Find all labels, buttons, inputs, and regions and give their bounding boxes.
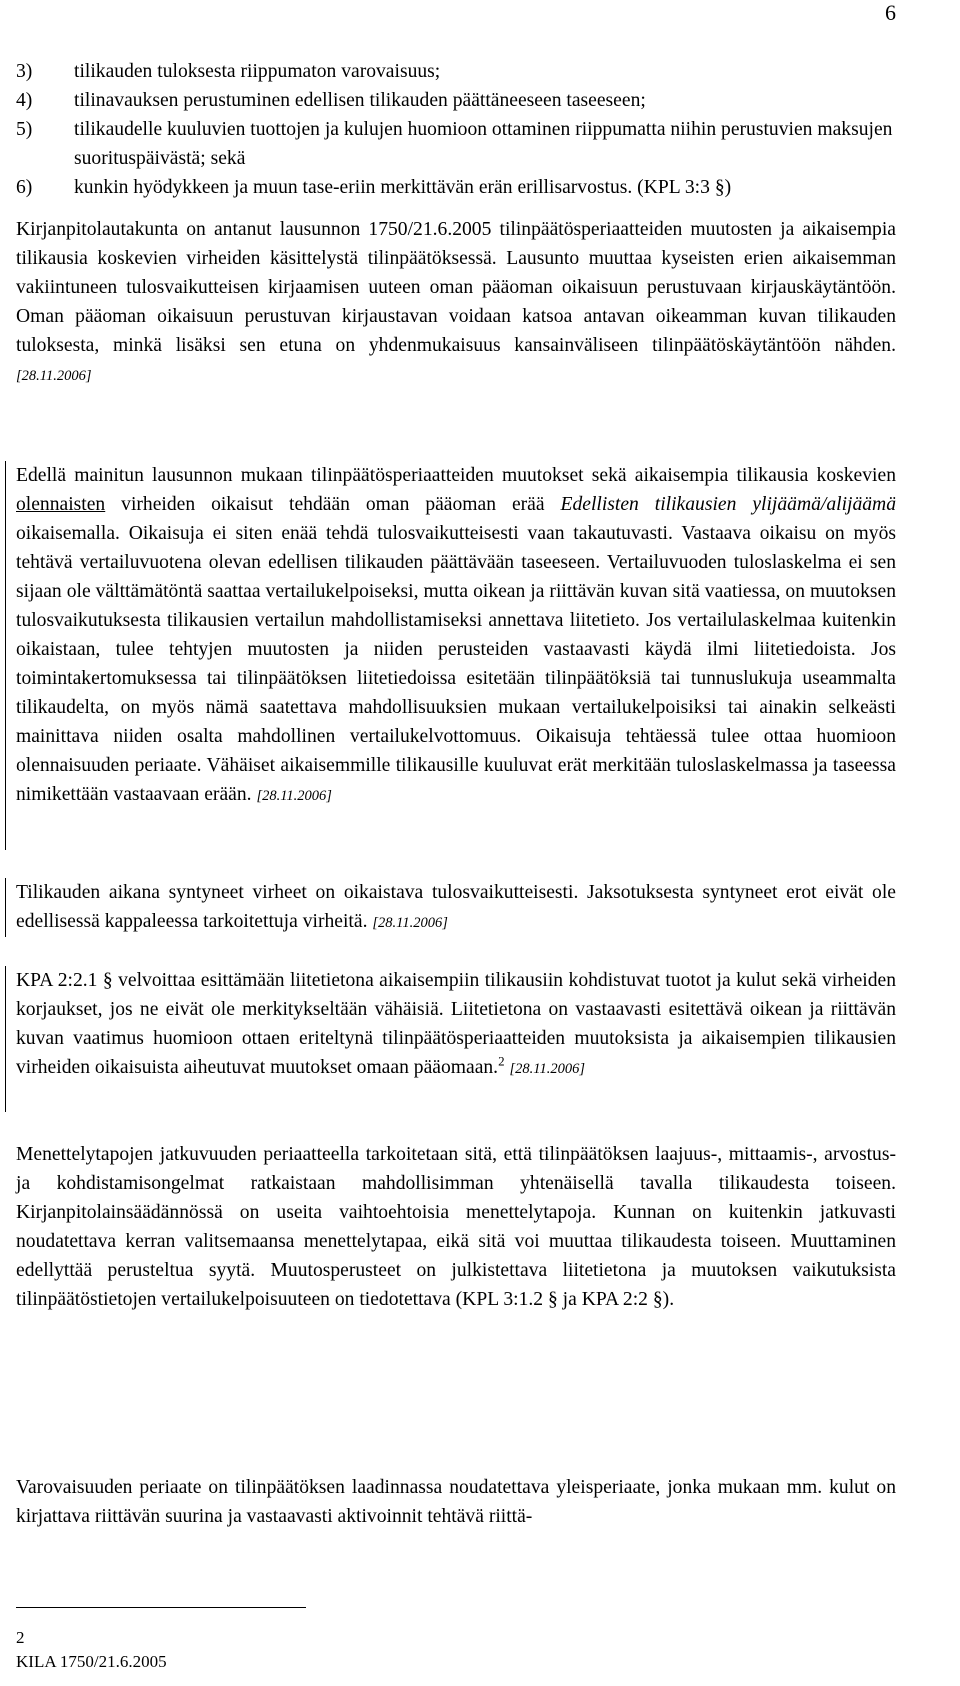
- change-bar: [5, 461, 6, 850]
- footnote-text: KILA 1750/21.6.2005: [16, 1652, 167, 1671]
- amendment-date: [28.11.2006]: [372, 915, 448, 931]
- list-item: [16, 86, 896, 115]
- footnote-rule: [16, 1607, 306, 1608]
- change-bar: [5, 966, 6, 1112]
- footnote-number: 2: [16, 1628, 25, 1647]
- paragraph-oikaisu: [16, 461, 896, 811]
- paragraph-kpa: [16, 966, 896, 1084]
- italic-term: Edellisten tilikausien ylijäämä/alijäämä: [560, 494, 896, 515]
- paragraph-jatkuvuus: Menettelytapojen jatkuvuuden periaatteella tarkoitetaan sitä, että tilinpäätöksen laajuus-, mittaamis-, arvostus- ja kohdistamisongelmat ratkaistaan mahdollisimman yhtenäisellä tavalla tilikaudesta toiseen. Kirjanpitolainsäädännössä on useita vaihtoehtoisia menettelytapoja. Kunnan on kuitenkin jatkuvasti noudatettava kerran valitsemaansa menettelytapaa, eikä sitä voi muuttaa tilikaudesta toiseen. Muuttaminen edellyttää perusteltua syytä. Muutosperusteet on julkistettava liitetietona ja muutoksen vaikutuksista tilinpäätöstietojen vertailukelpoisuuteen on tiedotettava (KPL 3:1.2 § ja KPA 2:2 §).: [16, 1144, 896, 1310]
- paragraph-virheet: [16, 878, 896, 938]
- list-item-text: kunkin hyödykkeen ja muun tase-eriin merkittävän erän erillisarvostus. (KPL 3:3 §): [74, 177, 732, 198]
- amendment-date: [28.11.2006]: [509, 1061, 585, 1077]
- underlined-term: olennaisten: [16, 494, 106, 515]
- list-item-text: tilikaudelle kuuluvien tuottojen ja kulujen huomioon ottaminen riippumatta niihin perustuvien maksujen suorituspäivästä; sekä: [74, 119, 893, 169]
- paragraph-text: KPA 2:2.1 § velvoittaa esittämään liitetietona aikaisempiin tilikausiin kohdistuvat tuotot ja kulut sekä virheiden korjaukset, jos ne eivät ole merkitykseltään vähäisiä. Liitetietona on vastaavasti esitettävä oikean ja riittävän kuvan vaatimus huomioon ottaen eriteltynä tilinpäätösperiaatteiden muutoksista ja aikaisempien tilikausien virheiden oikaisuista aiheutuvat muutokset omaan pääomaan.: [16, 970, 896, 1078]
- paragraph-varovaisuus: Varovaisuuden periaate on tilinpäätöksen laadinnassa noudatettava yleisperiaate, jonka mukaan mm. kulut on kirjattava riittävän suurina ja vastaavasti aktivoinnit tehtävä riittä-: [16, 1477, 896, 1527]
- list-item: [16, 173, 896, 202]
- footnote-ref: 2: [498, 1053, 505, 1069]
- amendment-date: [28.11.2006]: [16, 368, 92, 384]
- paragraph-text: Edellä mainitun lausunnon mukaan tilinpäätösperiaatteiden muutokset sekä aikaisempia tilikausia koskevien: [16, 465, 896, 486]
- paragraph-text: oikaisemalla. Oikaisuja ei siten enää tehdä tulosvaikutteisesti vaan takautuvasti. Vastaava oikaisu on myös tehtävä vertailuvuotena olevan edellisen tilikauden päättävään taseeseen. Vertailuvuoden tuloslaskelma ei sen sijaan ole välttämätöntä saattaa vertailukelpoiseksi, mutta oikean ja riittävän kuvan sitä vaatiessa, on muutoksen tulosvaikutuksesta tilikausien vertailun mahdollistamiseksi annettava liitetieto. Jos vertailulaskelmaa kuitenkin oikaistaan, tulee tehtyjen muutosten ja niiden perusteiden vastaavasti käydä ilmi liitetiedoista. Jos toimintakertomuksessa tai tilinpäätöksen liitetiedoissa esitetään tilinpäätöksiä tai tunnuslukuja useammalta tilikaudelta, on myös nämä saatettava mahdollisuuksien mukaan vertailukelpoisiksi tai ainakin selkeästi mainittava niiden osalta mahdollinen vertailukelvottomuus. Oikaisuja tehtäessä tulee ottaa huomioon olennaisuuden periaate. Vähäiset aikaisemmille tilikausille kuuluvat erät merkitään tuloslaskelmassa ja taseessa nimikettään vastaavaan erään.: [16, 523, 896, 805]
- list-item-number: 6): [16, 177, 33, 198]
- list-item: [16, 115, 896, 173]
- list-item-text: tilinavauksen perustuminen edellisen tilikauden päättäneeseen taseeseen;: [74, 90, 646, 111]
- list-item-number: 3): [16, 61, 33, 82]
- page-number: 6: [885, 0, 896, 25]
- amendment-date: [28.11.2006]: [256, 788, 332, 804]
- change-bar: [5, 878, 6, 937]
- paragraph-text: virheiden oikaisut tehdään oman pääoman erää: [105, 494, 561, 515]
- paragraph-text: Tilikauden aikana syntyneet virheet on oikaistava tulosvaikutteisesti. Jaksotuksesta syntyneet erot eivät ole edellisessä kappaleessa tarkoitettuja virheitä.: [16, 882, 896, 932]
- paragraph-text: Kirjanpitolautakunta on antanut lausunnon 1750/21.6.2005 tilinpäätösperiaatteiden muutosten ja aikaisempia tilikausia koskevien virheiden käsittelystä tilinpäätöksessä. Lausunto muuttaa kyseisten erien aikaisemman vakiintuneen tulosvaikutteisen kirjaamisen uuteen oman pääoman oikaisuun perustuvaan kirjauskäytäntöön. Oman pääoman oikaisuun perustuvan kirjaustavan voidaan katsoa antavan oikeamman kuvan tilikauden tuloksesta, minkä lisäksi sen etuna on yhdenmukaisuus kansainväliseen tilinpäätöskäytäntöön nähden.: [16, 219, 896, 356]
- principles-list: [16, 57, 896, 202]
- list-item-number: 4): [16, 90, 33, 111]
- list-item-number: 5): [16, 119, 33, 140]
- paragraph-lausunto: [16, 215, 896, 391]
- list-item: [16, 57, 896, 86]
- list-item-text: tilikauden tuloksesta riippumaton varovaisuus;: [74, 61, 441, 82]
